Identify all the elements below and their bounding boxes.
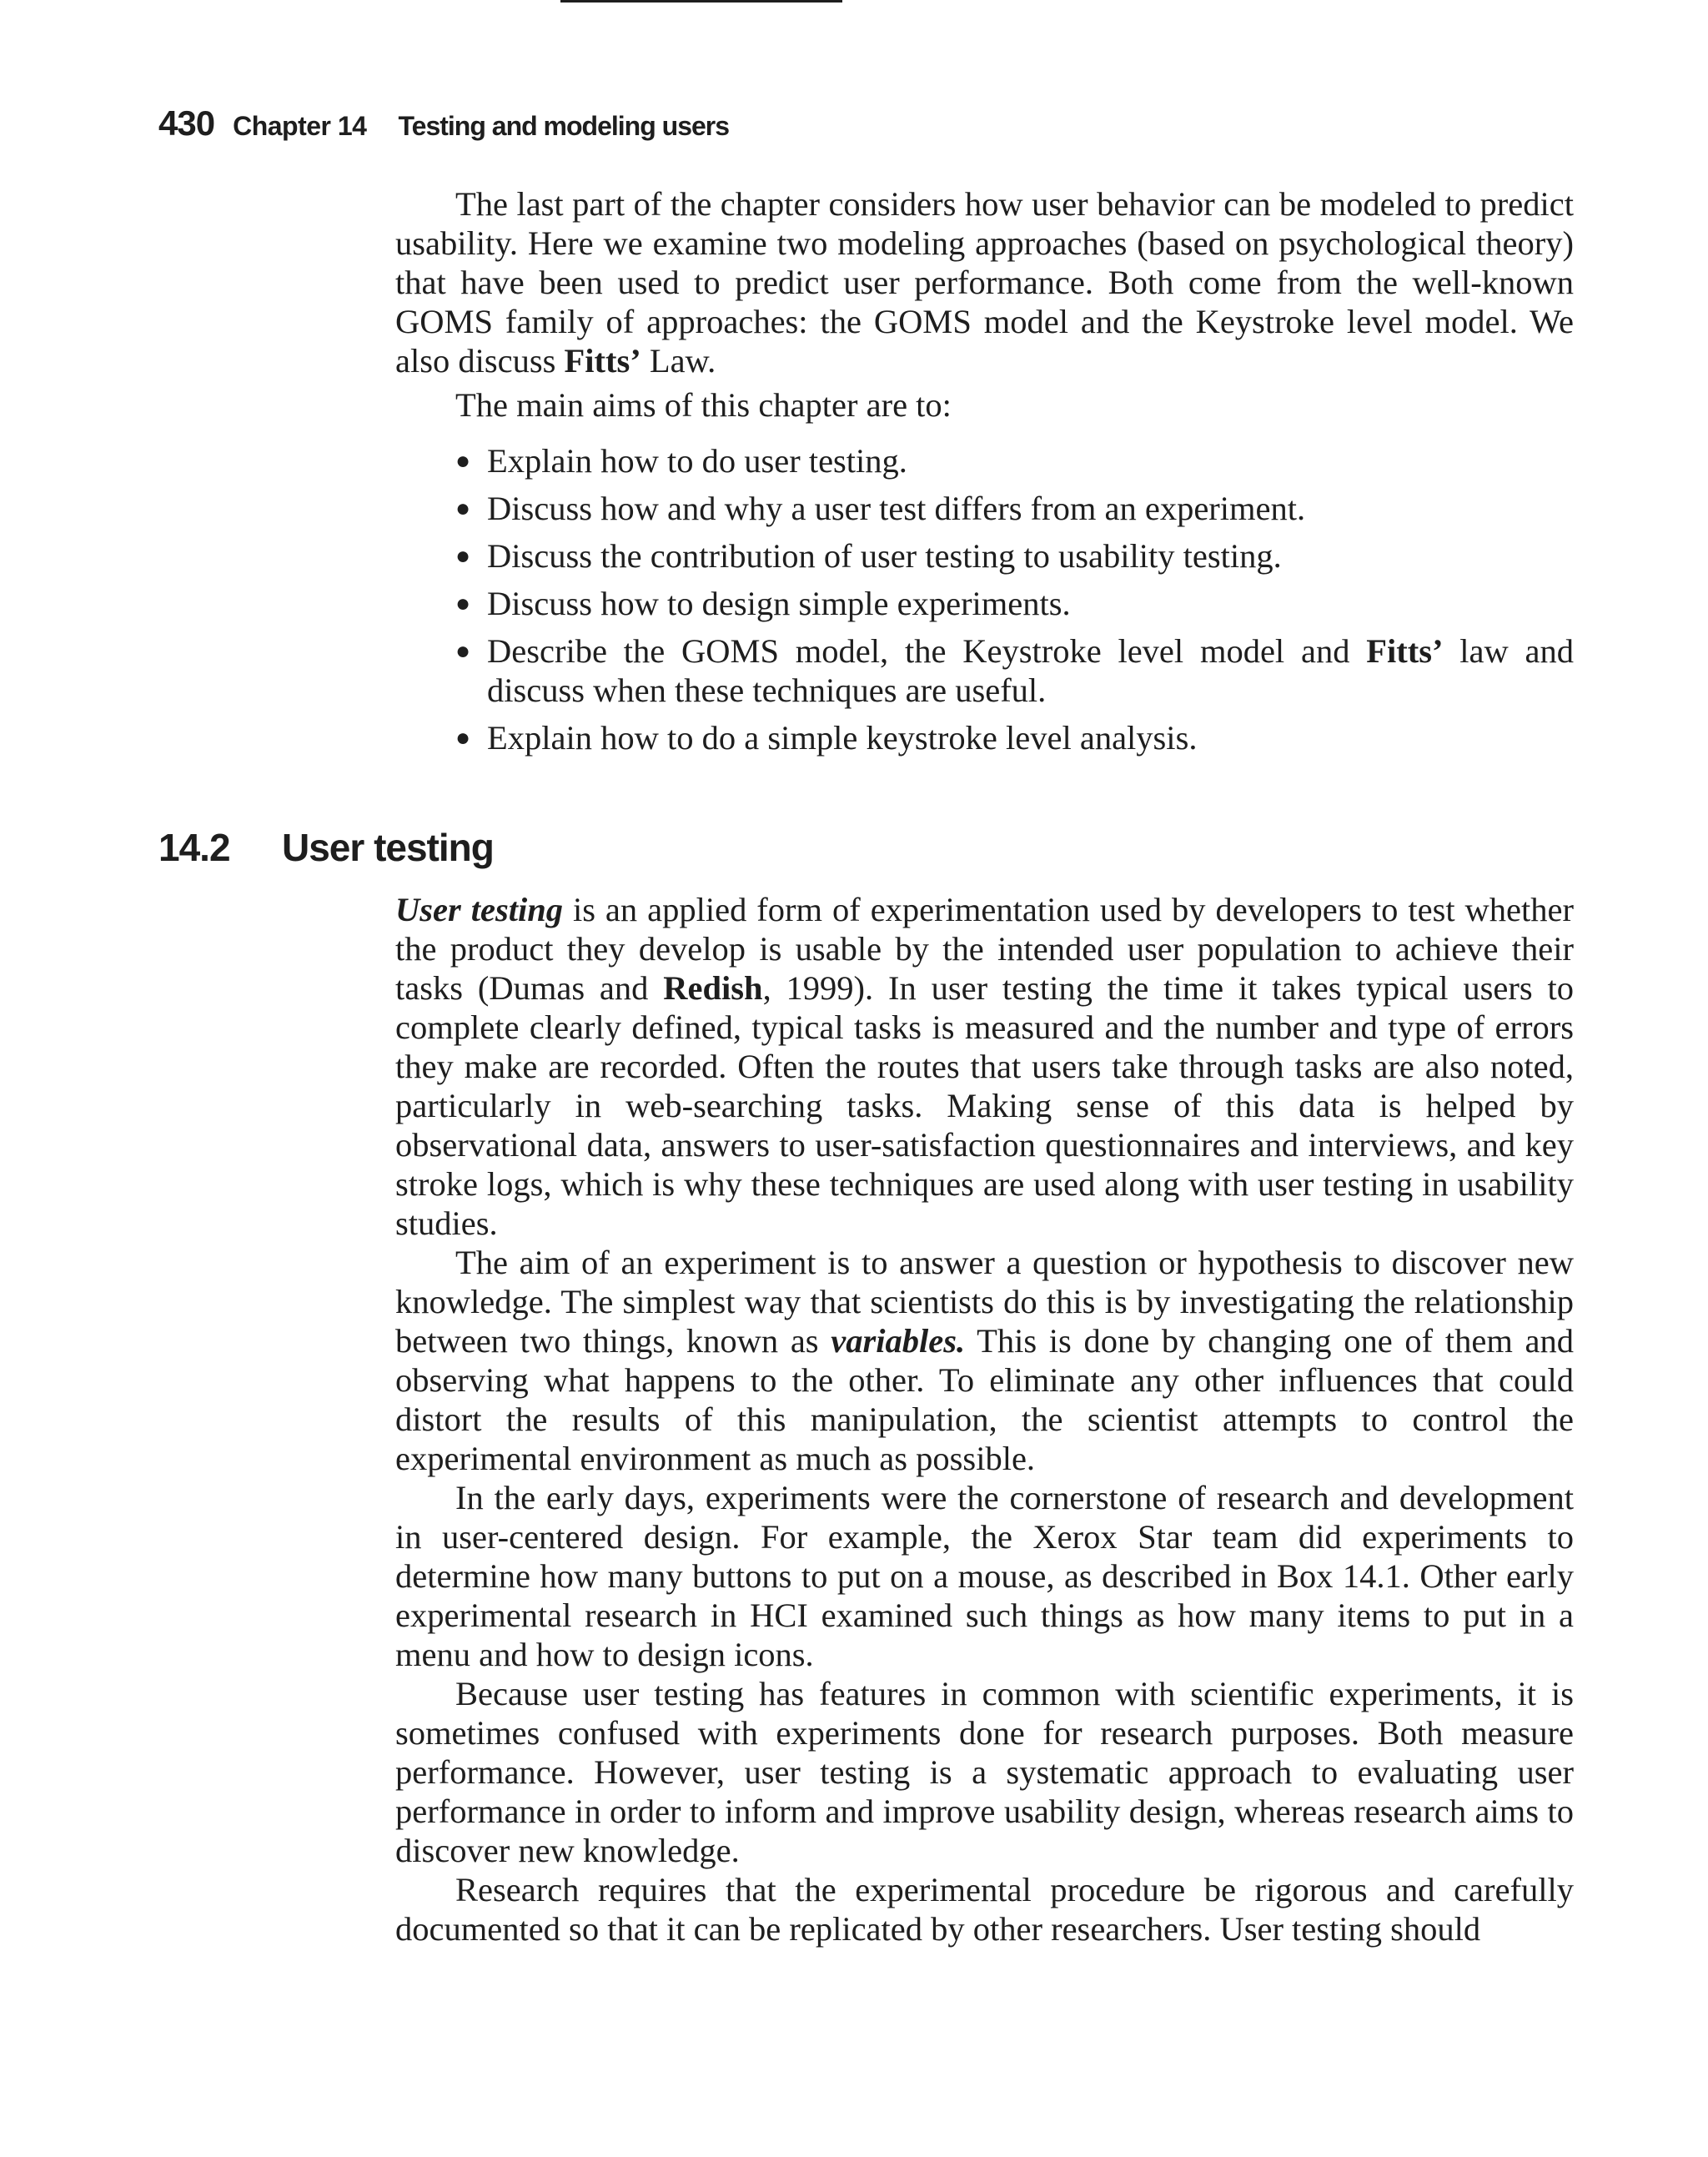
bullet-icon: ● (455, 724, 471, 752)
list-item: ● Explain how to do a simple keystroke level analysis. (455, 719, 1198, 757)
key-term: User testing (395, 891, 563, 928)
intro-paragraph: The last part of the chapter considers how user behavior can be modeled to predict usability. Here we examine two modeling approaches (based on psychological theory) that have been used to predict user performance. Both come from the well-known GOMS family of approaches: the GOMS model and the Keystroke level model. We also discuss Fitts’ Law. (395, 185, 1574, 380)
aims-lead: The main aims of this chapter are to: (455, 386, 952, 424)
top-rule (560, 0, 842, 3)
section-title: User testing (282, 826, 494, 869)
body-paragraph: In the early days, experiments were the cornerstone of research and development in user-centered design. For example, the Xerox Star team did experiments to determine how many buttons to put on a mouse, as described in Box 14.1. Other early experimental research in HCI examined such things as how many items to put in a menu and how to design icons. (395, 1479, 1574, 1673)
intro-section (395, 184, 1574, 766)
running-head (158, 98, 1576, 148)
bullet-icon: ● (455, 495, 471, 522)
body-paragraph: Research requires that the experimental procedure be rigorous and carefully documented so that it can be replicated by other researchers. User testing should (395, 1871, 1574, 1948)
list-item: ● Explain how to do user testing. (455, 442, 907, 480)
body-paragraph: The aim of an experiment is to answer a question or hypothesis to discover new knowledge. The simplest way that scientists do this is by investigating the relationship between two things, known as variables. This is done by changing one of them and observing what happens to the other. To eliminate any other influences that could distort the results of this manipulation, the scientist attempts to control the experimental environment as much as possible. (395, 1244, 1574, 1477)
bullet-icon: ● (455, 637, 471, 665)
section-number: 14.2 (158, 826, 230, 869)
list-item: ● Discuss how to design simple experiments. (455, 585, 1071, 622)
section-body (395, 890, 1574, 1948)
body-paragraph: User testing is an applied form of experimentation used by developers to test whether the product they develop is usable by the intended user population to achieve their tasks (Dumas and Redish, 1999). In user testing the time it takes typical users to complete clearly defined, typical tasks is measured and the number and type of errors they make are recorded. Often the routes that users take through tasks are also noted, particularly in web-searching tasks. Making sense of this data is helped by observational data, answers to user-satisfaction questionnaires and interviews, and key stroke logs, which is why these techniques are used along with user testing in usability studies. (395, 891, 1574, 1242)
section-heading (158, 822, 494, 872)
bullet-icon: ● (455, 542, 471, 570)
list-item: ● Discuss how and why a user test differs from an experiment. (455, 490, 1306, 527)
key-term: variables. (831, 1322, 966, 1360)
list-item: ● Discuss the contribution of user testing to usability testing. (455, 537, 1282, 575)
chapter-title: Testing and modeling users (398, 111, 730, 141)
bullet-icon: ● (455, 590, 471, 617)
aims-list (455, 441, 1574, 757)
bullet-icon: ● (455, 447, 471, 475)
chapter-label: Chapter 14 (233, 111, 367, 141)
page-number: 430 (158, 103, 215, 143)
list-item: ● Describe the GOMS model, the Keystroke level model and Fitts’ law and discuss when these techniques are useful. (455, 632, 1575, 709)
body-paragraph: Because user testing has features in common with scientific experiments, it is sometimes confused with experiments done for research purposes. Both measure performance. However, user testing is a systematic approach to evaluating user performance in order to inform and improve usability design, whereas research aims to discover new knowledge. (395, 1675, 1574, 1869)
